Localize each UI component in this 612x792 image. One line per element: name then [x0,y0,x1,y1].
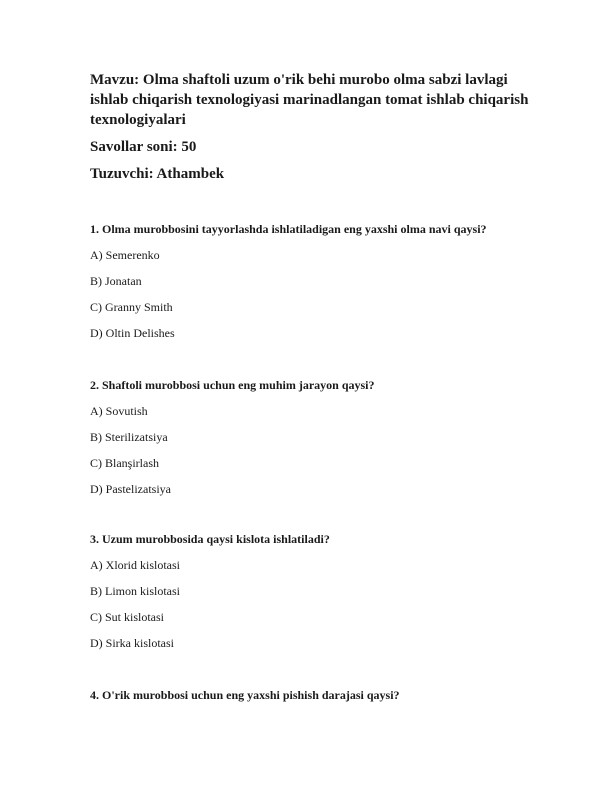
answer-option-d: D) Pastelizatsiya [90,482,171,496]
answer-option-b: B) Limon kislotasi [90,584,180,598]
question-3 [90,532,530,651]
answer-option-c: C) Granny Smith [90,300,173,314]
answer-option-d: D) Oltin Delishes [90,326,175,340]
question-text: 1. Olma murobbosini tayyorlashda ishlatiladigan eng yaxshi olma navi qaysi? [90,222,487,236]
answer-option-d: D) Sirka kislotasi [90,636,174,650]
question-2 [90,378,530,497]
answer-option-a: A) Semerenko [90,248,160,262]
answer-option-c: C) Sut kislotasi [90,610,165,624]
answer-option-a: A) Sovutish [90,404,148,418]
question-1 [90,222,530,341]
question-text: 4. O'rik murobbosi uchun eng yaxshi pishish darajasi qaysi? [90,688,400,702]
question-text: 3. Uzum murobbosida qaysi kislota ishlatiladi? [90,532,330,546]
answer-options [90,248,530,341]
answer-option-b: B) Sterilizatsiya [90,430,168,444]
answer-options [90,558,530,651]
document-title: Mavzu: Olma shaftoli uzum o'rik behi murobo olma sabzi lavlagi ishlab chiqarish texnologiyasi marinadlangan tomat ishlab chiqarish texnologiyalari [90,72,529,128]
question-count: Savollar soni: 50 [90,139,197,155]
answer-options [90,404,530,497]
question-4 [90,688,530,703]
answer-option-b: B) Jonatan [90,274,142,288]
answer-option-a: A) Xlorid kislotasi [90,558,180,572]
answer-option-c: C) Blanşirlash [90,456,159,470]
author-line: Tuzuvchi: Athambek [90,166,225,182]
question-text: 2. Shaftoli murobbosi uchun eng muhim jarayon qaysi? [90,378,375,392]
